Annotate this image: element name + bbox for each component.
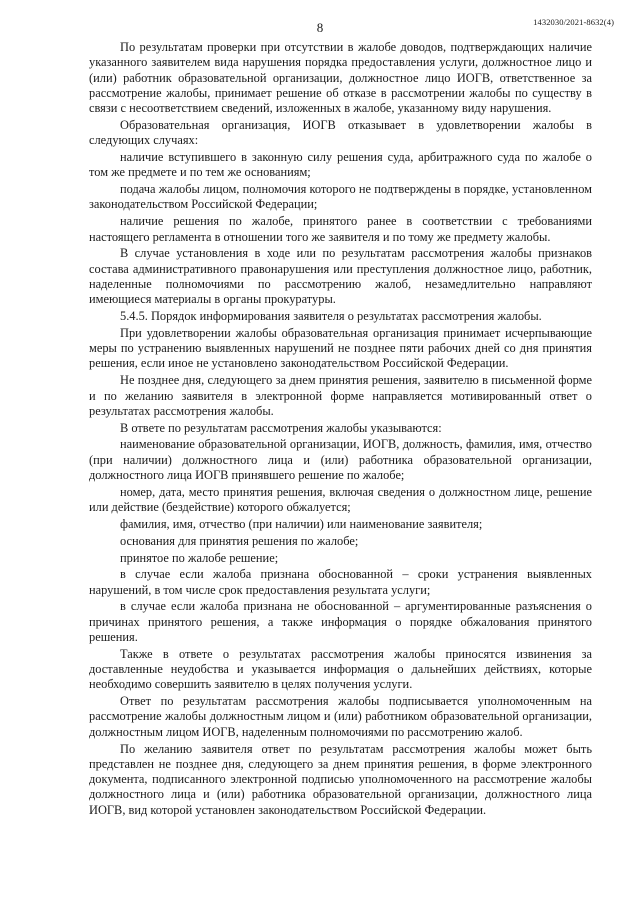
paragraph: фамилия, имя, отчество (при наличии) или наименование заявителя; bbox=[120, 516, 483, 531]
document-body bbox=[89, 40, 592, 818]
paragraph: подача жалобы лицом, полномочия которого не подтверждены в порядке, установленном законодательством Российской Федерации; bbox=[89, 182, 592, 212]
paragraph: Ответ по результатам рассмотрения жалобы подписывается уполномоченным на рассмотрение жалобы должностным лицом и (или) работником образовательной организации, должностным лицом ИОГВ, наделенным полномочиями по рассмотрению жалоб. bbox=[89, 694, 592, 739]
page-number: 8 bbox=[316, 20, 324, 35]
document-code: 1432030/2021-8632(4) bbox=[533, 17, 614, 27]
paragraph: Образовательная организация, ИОГВ отказывает в удовлетворении жалобы в следующих случаях: bbox=[89, 117, 592, 148]
paragraph: наличие решения по жалобе, принятого ранее в соответствии с требованиями настоящего регламента в отношении того же заявителя и по тому же предмету жалобы. bbox=[89, 214, 592, 244]
paragraph: основания для принятия решения по жалобе; bbox=[120, 533, 359, 548]
paragraph: Также в ответе о результатах рассмотрения жалобы приносятся извинения за доставленные неудобства и указывается информация о дальнейших действиях, которые необходимо совершить заявителю в целях получения услуги. bbox=[89, 646, 592, 692]
paragraph: По желанию заявителя ответ по результатам рассмотрения жалобы может быть представлен не позднее дня, следующего за днем принятия решения, в форме электронного документа, подписанного электронной подписью уполномоченного на рассмотрение жалобы должностного лица и (или) работника образовательной организации, должностного лица ИОГВ, вид которой установлен законодательством Российской Федерации. bbox=[89, 741, 592, 817]
paragraph: наличие вступившего в законную силу решения суда, арбитражного суда по жалобе о том же предмете и по тем же основаниям; bbox=[89, 150, 592, 180]
paragraph: При удовлетворении жалобы образовательная организация принимает исчерпывающие меры по устранению выявленных нарушений не позднее пяти рабочих дней со дня принятия решения, если иное не установлено законодательством Российской Федерации. bbox=[89, 325, 592, 371]
paragraph: По результатам проверки при отсутствии в жалобе доводов, подтверждающих наличие указанного заявителем вида нарушения порядка предоставления услуги, должностное лицо и (или) работник образовательной организации, должностное лицо ИОГВ, ответственное за рассмотрение жалобы, принимает решение об отказе в рассмотрении жалобы по существу в связи с несоответствием сведений, изложенных в жалобе, указанному виду нарушения. bbox=[89, 40, 592, 116]
paragraph: в случае если жалоба признана не обоснованной – аргументированные разъяснения о причинах принятого решения, а также информация о порядке обжалования принятого решения. bbox=[89, 599, 592, 644]
paragraph: Не позднее дня, следующего за днем принятия решения, заявителю в письменной форме и по желанию заявителя в электронной форме направляется мотивированный ответ о результатах рассмотрения жалобы. bbox=[89, 373, 592, 418]
paragraph: принятое по жалобе решение; bbox=[120, 550, 279, 565]
paragraph: в случае если жалоба признана обоснованной – сроки устранения выявленных нарушений, в том числе срок предоставления результата услуги; bbox=[89, 567, 592, 597]
paragraph: В случае установления в ходе или по результатам рассмотрения жалобы признаков состава административного правонарушения или преступления должностное лицо, работник, наделенные полномочиями по рассмотрению жалоб, незамедлительно направляют имеющиеся материалы в органы прокуратуры. bbox=[89, 246, 592, 307]
paragraph: номер, дата, место принятия решения, включая сведения о должностном лице, решение или действие (бездействие) которого обжалуется; bbox=[89, 484, 592, 515]
paragraph: наименование образовательной организации, ИОГВ, должность, фамилия, имя, отчество (при наличии) должностного лица и (или) работника образовательной организации, должностного лица ИОГВ принявшего решение по жалобе; bbox=[89, 437, 592, 483]
paragraph: В ответе по результатам рассмотрения жалобы указываются: bbox=[120, 420, 442, 435]
section-heading: 5.4.5. Порядок информирования заявителя о результатах рассмотрения жалобы. bbox=[120, 309, 542, 324]
